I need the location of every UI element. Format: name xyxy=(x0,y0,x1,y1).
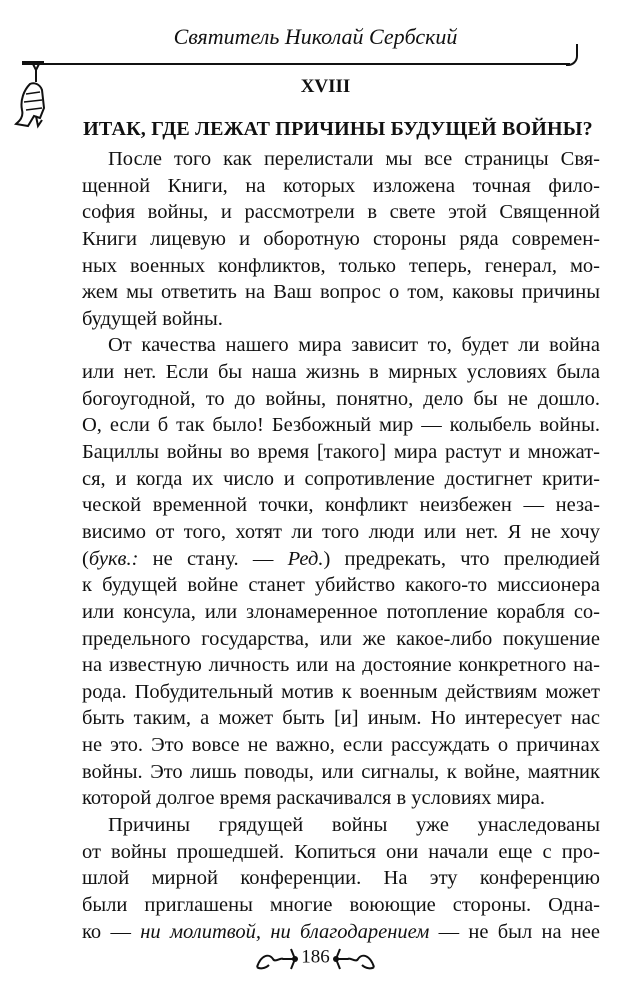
text-line xyxy=(82,759,600,786)
text-line xyxy=(82,626,600,653)
text-segment: рода. Побудительный мотив к военным действиям может xyxy=(82,680,600,703)
italic-text: Ред. xyxy=(287,547,324,570)
text-line xyxy=(82,865,600,892)
text-line xyxy=(82,226,600,253)
left-ornament-icon xyxy=(255,945,301,971)
text-line xyxy=(82,466,600,493)
text-segment: Причины грядущей войны уже унаследованы xyxy=(108,814,600,837)
text-line xyxy=(82,332,600,359)
text-segment: были приглашены многие воюющие стороны. Одна- xyxy=(82,893,600,916)
text-line xyxy=(82,812,600,839)
text-line xyxy=(82,492,600,519)
text-segment: к будущей войне станет убийство какого-то миссионера xyxy=(82,574,600,597)
text-segment: Бациллы войны во время [такого] мира растут и множат- xyxy=(82,441,600,464)
text-segment: ) предрекать, что прелюдией xyxy=(323,547,600,570)
header-rule xyxy=(22,63,570,65)
text-segment: или нет. Если бы наша жизнь в мирных условиях была xyxy=(82,361,600,384)
text-segment: — не был на нее xyxy=(429,920,600,943)
text-line xyxy=(82,546,600,573)
page-number: 186 xyxy=(301,946,330,968)
text-segment: или консула, или злонамеренное потопление корабля со- xyxy=(82,600,600,623)
text-segment: не стану. — xyxy=(138,547,288,570)
text-segment: шлой мирной конференции. На эту конференцию xyxy=(82,867,600,890)
text-line xyxy=(82,386,600,413)
text-line xyxy=(82,599,600,626)
text-segment: предельного государства, или же какое-либо покушение xyxy=(82,627,600,650)
text-line xyxy=(82,279,600,306)
text-line xyxy=(82,705,600,732)
text-segment: ся, и когда их число и сопротивление достигнет крити- xyxy=(82,467,600,490)
text-segment: софия войны, и рассмотрели в свете этой Священной xyxy=(82,201,600,224)
text-segment: войны. Это лишь поводы, или сигналы, к войне, маятник xyxy=(82,760,600,783)
right-ornament-icon xyxy=(330,945,376,971)
text-line xyxy=(82,785,600,812)
text-line xyxy=(82,412,600,439)
text-line xyxy=(82,839,600,866)
text-line xyxy=(82,519,600,546)
text-segment: будущей войны. xyxy=(82,307,223,330)
italic-text: букв.: xyxy=(88,547,139,570)
text-segment: ческой временной точки, конфликт неизбежен — неза- xyxy=(82,494,600,517)
text-segment: жем мы ответить на Ваш вопрос о том, каковы причины xyxy=(82,281,600,304)
text-segment: висимо от того, хотят ли того люди или нет. Я не хочу xyxy=(82,520,600,543)
text-segment: богоугодной, то до войны, понятно, дело бы не дошло. xyxy=(82,387,600,410)
text-line xyxy=(82,732,600,759)
text-line xyxy=(82,892,600,919)
text-line xyxy=(82,253,600,280)
text-segment: ко — xyxy=(82,920,141,943)
text-line xyxy=(82,199,600,226)
chapter-number: XVIII xyxy=(300,76,351,97)
text-segment: После того как перелистали мы все страницы Свя- xyxy=(108,148,600,170)
header-rule-hook xyxy=(566,44,578,66)
text-line xyxy=(82,679,600,706)
text-segment: от войны прошедшей. Копиться они начали еще с про- xyxy=(82,840,600,863)
text-segment: на известную личность или на достояние конкретного на- xyxy=(82,654,600,677)
body-text xyxy=(82,146,600,945)
text-segment: О, если б так было! Безбожный мир — колыбель войны. xyxy=(82,414,600,437)
text-segment: От качества нашего мира зависит то, будет ли война xyxy=(108,334,600,357)
text-line xyxy=(82,652,600,679)
chapter-title: ИТАК, ГДЕ ЛЕЖАТ ПРИЧИНЫ БУДУЩЕЙ ВОЙНЫ? xyxy=(83,118,593,140)
text-segment: ( xyxy=(82,547,89,570)
page-footer xyxy=(0,945,631,971)
italic-text: ни молитвой, ни благодарением xyxy=(140,920,430,943)
text-segment: быть таким, а может быть [и] иным. Но интересует нас xyxy=(82,707,600,730)
text-line xyxy=(82,173,600,200)
text-segment: Книги лицевую и оборотную стороны ряда современ- xyxy=(82,227,600,250)
text-segment: которой долгое время раскачивался в условиях мира. xyxy=(82,787,545,810)
text-segment: щенной Книги, на которых изложена точная фило- xyxy=(82,174,600,197)
text-segment: ных военных конфликтов, только теперь, генерал, мо- xyxy=(82,254,600,277)
text-line xyxy=(82,306,600,333)
text-line xyxy=(82,146,600,173)
text-line xyxy=(82,572,600,599)
text-line xyxy=(82,919,600,946)
running-head: Святитель Николай Сербский xyxy=(173,24,458,49)
text-line xyxy=(82,359,600,386)
text-segment: не это. Это вовсе не важно, если рассуждать о причинах xyxy=(82,734,600,757)
text-line xyxy=(82,439,600,466)
